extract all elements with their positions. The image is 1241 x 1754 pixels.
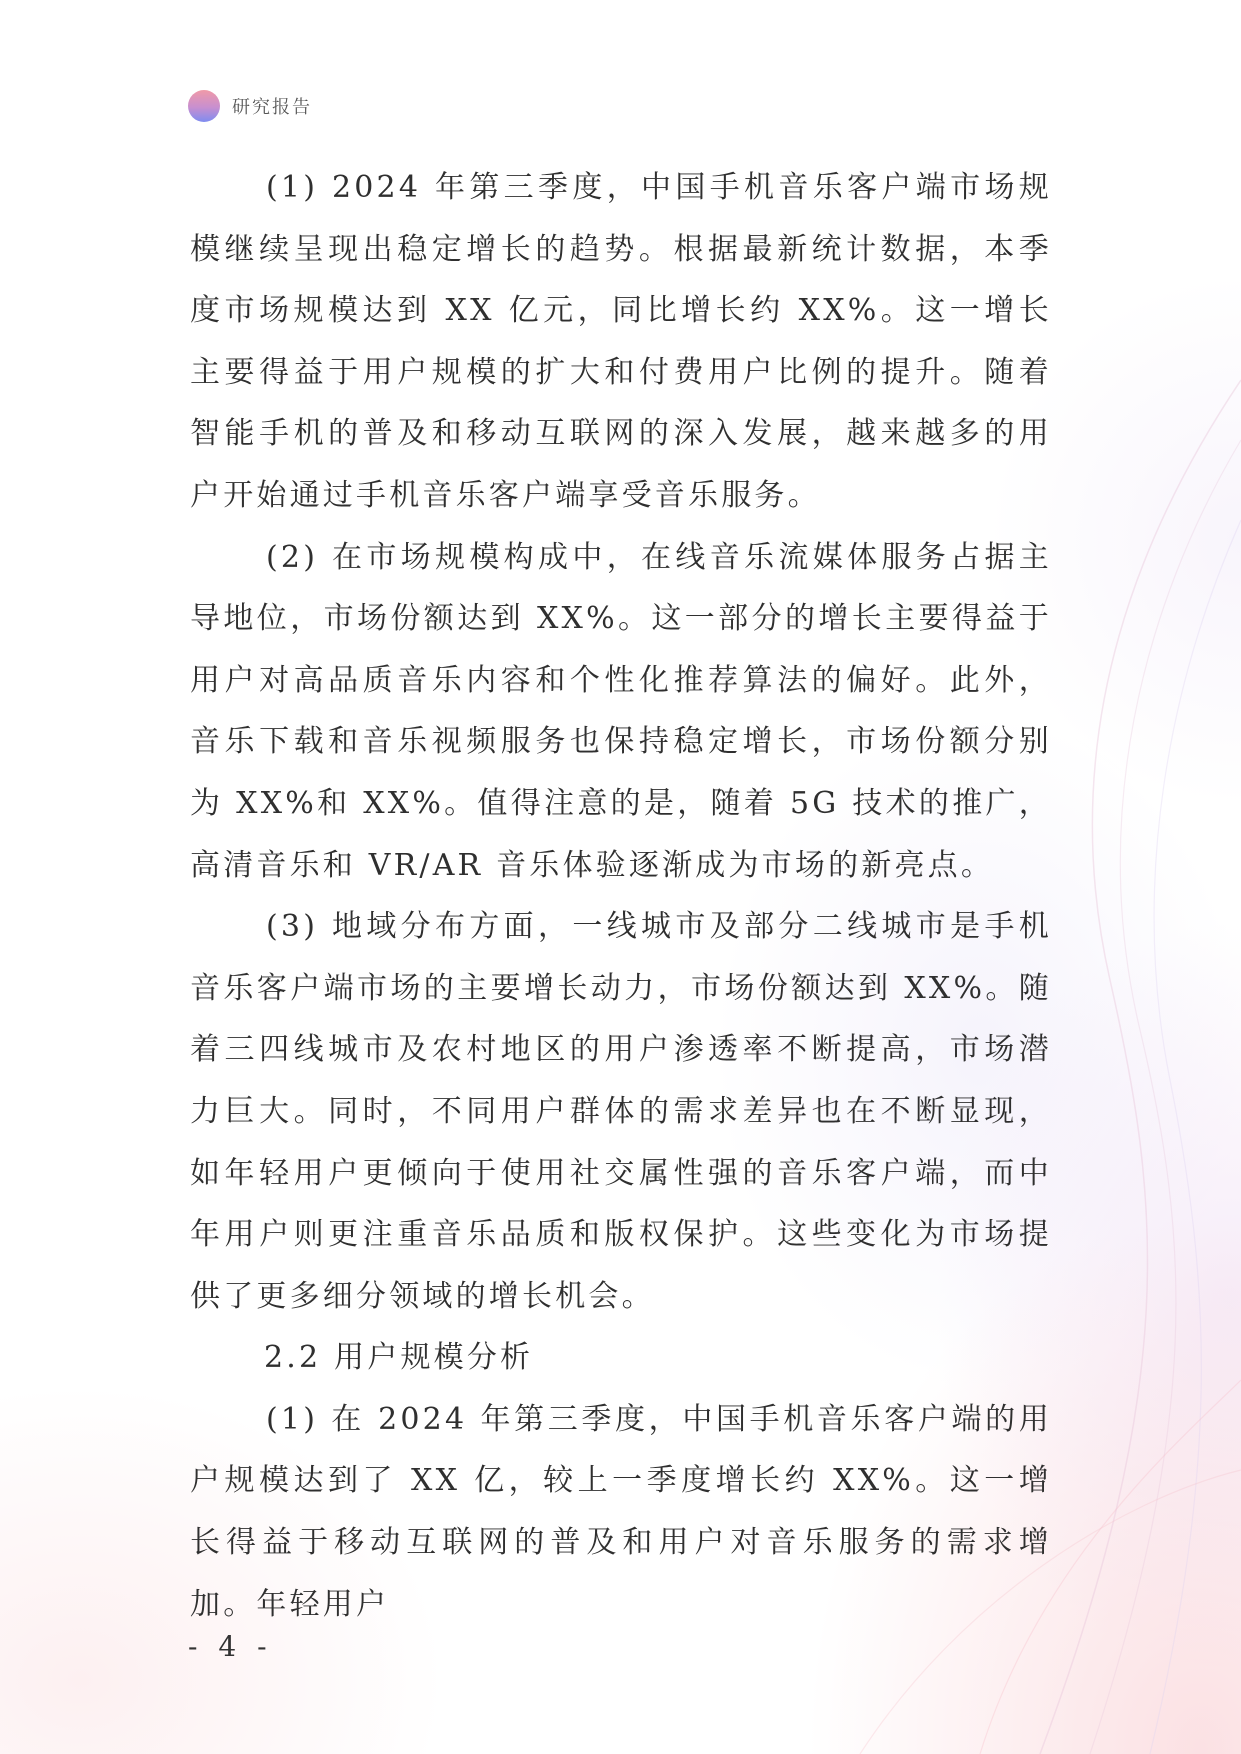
logo-circle-icon [188,90,220,122]
section-heading: 2.2 用户规模分析 [264,1340,534,1376]
paragraph-market-composition: (2) 在市场规模构成中，在线音乐流媒体服务占据主导地位，市场份额达到 XX%。这一部分的增长主要得益于用户对高品质音乐内容和个性化推荐算法的偏好。此外，音乐下载和音乐视频服务也保持稳定增长，市场份额分别为 XX%和 XX%。值得注意的是，随着 5G 技术的推广，高清音乐和 VR/AR 音乐体验逐渐成为市场的新亮点。 [190,539,1052,883]
paragraph-user-scale: (1) 在 2024 年第三季度，中国手机音乐客户端的用户规模达到了 XX 亿，较上一季度增长约 XX%。这一增长得益于移动互联网的普及和用户对音乐服务的需求增加。年轻用户 [190,1401,1052,1622]
page-number: - 4 - [188,1630,273,1663]
document-body [190,157,1052,1635]
report-header [188,88,312,124]
paragraph-market-size: (1) 2024 年第三季度，中国手机音乐客户端市场规模继续呈现出稳定增长的趋势。根据最新统计数据，本季度市场规模达到 XX 亿元，同比增长约 XX%。这一增长主要得益于用户规模的扩大和付费用户比例的提升。随着智能手机的普及和移动互联网的深入发展，越来越多的用户开始通过手机音乐客户端享受音乐服务。 [190,170,1052,513]
paragraph-regional-distribution: (3) 地域分布方面，一线城市及部分二线城市是手机音乐客户端市场的主要增长动力，市场份额达到 XX%。随着三四线城市及农村地区的用户渗透率不断提高，市场潜力巨大。同时，不同用户群体的需求差异也在不断显现，如年轻用户更倾向于使用社交属性强的音乐客户端，而中年用户则更注重音乐品质和版权保护。这些变化为市场提供了更多细分领域的增长机会。 [190,909,1052,1314]
header-title: 研究报告 [232,97,312,118]
